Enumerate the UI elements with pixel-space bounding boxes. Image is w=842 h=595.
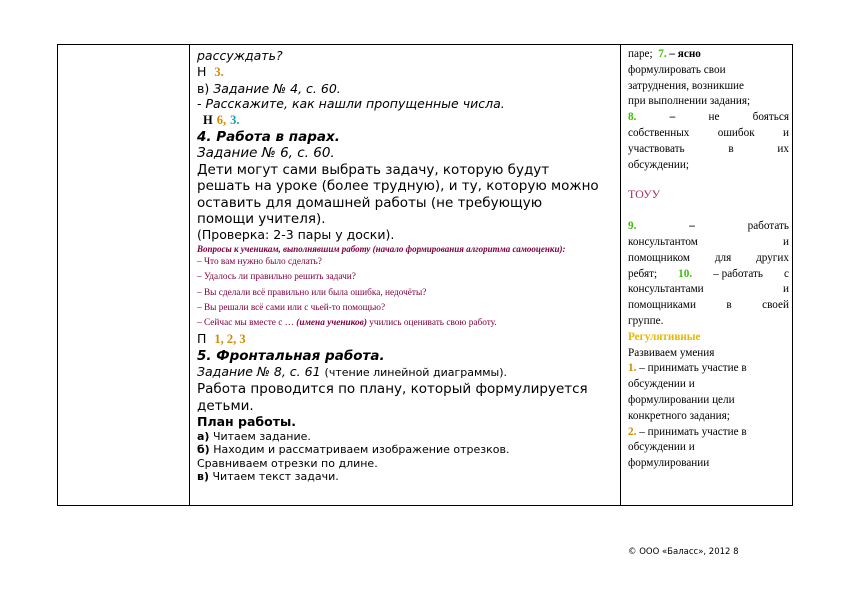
spacer [628, 173, 789, 187]
task-number: 3. [230, 113, 240, 128]
plan-item: Сравниваем отрезки по длине. [197, 456, 378, 470]
question-item: – Вы решали всё сами или с чьей-то помощью? [197, 302, 386, 313]
text-line: Работа проводится по плану, который формулируется [197, 381, 588, 398]
category-heading: Регулятивные [628, 330, 701, 343]
skills-column [622, 45, 793, 505]
text-line: Н 6, 3. [203, 113, 240, 128]
page-footer: © ООО «Баласс», 2012 8 [628, 547, 739, 557]
question-item: – Удалось ли правильно решить задачи? [197, 272, 356, 283]
column-divider [189, 45, 190, 505]
plan-item: в) Читаем текст задачи. [197, 470, 339, 484]
text-line: в) Задание № 4, с. 60. [197, 80, 341, 96]
task-number: 6, [216, 113, 227, 128]
text-line: формулировании [628, 457, 710, 470]
text-line: обсуждении и [628, 441, 695, 454]
spacer [628, 203, 789, 219]
task-number: 3. [214, 64, 224, 79]
text-line: помощником для других [628, 251, 789, 264]
text-line: 2. – принимать участие в [628, 425, 747, 438]
lesson-table [57, 44, 793, 506]
question-item: – Вы сделали всё правильно или была ошибка, недочёты? [197, 287, 427, 298]
text-line: решать на уроке (более трудную), и ту, которую можно [197, 178, 599, 195]
section-title: 4. Работа в парах. [197, 128, 340, 145]
text-line: помощи учителя). [197, 211, 326, 228]
text-line: обсуждении и [628, 378, 695, 391]
question-item: – Что вам нужно было сделать? [197, 257, 322, 268]
text-line: (Проверка: 2-3 пары у доски). [197, 227, 395, 243]
text-line: рассуждать? [197, 48, 283, 63]
text-line: паре; 7. – ясно [628, 48, 701, 60]
task-numbers: 1, 2, 3 [214, 332, 246, 347]
text-line: формулировать свои [628, 63, 726, 76]
plan-item: б) Находим и рассматриваем изображение отрезков. [197, 443, 510, 457]
text-line: ребят; 10. – работать с [628, 267, 789, 280]
column-divider [620, 45, 621, 505]
text-line: обсуждении; [628, 158, 690, 171]
text-line: 8. – не бояться [628, 111, 789, 124]
plan-item: а) Читаем задание. [197, 429, 311, 443]
text-line: группе. [628, 314, 664, 327]
plan-title: План работы. [197, 414, 297, 430]
text-line: консультантом и [628, 235, 789, 248]
text-line: 9. – работать [628, 220, 789, 233]
text-line: Дети могут сами выбрать задачу, которую будут [197, 161, 550, 178]
text-line: П 1, 2, 3 [197, 331, 246, 347]
text-line: - Расскажите, как нашли пропущенные числа. [197, 96, 505, 112]
text-line: оставить для домашней работы (не требующую [197, 194, 543, 211]
text-line: конкретного задания; [628, 409, 730, 422]
text-line: Развиваем умения [628, 346, 715, 359]
text-line: участвовать в их [628, 142, 789, 155]
text-line: детьми. [197, 397, 254, 414]
text-line: консультантами и [628, 283, 789, 296]
task-reference: Задание № 6, с. 60. [197, 145, 335, 162]
section-title: 5. Фронтальная работа. [197, 348, 385, 365]
text-line: Н 3. [197, 63, 224, 79]
lesson-content-column [191, 45, 620, 505]
text-line: при выполнении задания; [628, 95, 751, 108]
task-reference: Задание № 8, с. 61 (чтение линейной диаграммы). [197, 364, 508, 380]
text-line: собственных ошибок и [628, 126, 789, 139]
question-item: – Сейчас мы вместе с … (имена учеников) учились оценивать свою работу. [197, 318, 497, 329]
questions-heading: Вопросы к ученикам, выполнявшим работу (начало формирования алгоритма самооценки): [197, 244, 566, 255]
text-line: 1. – принимать участие в [628, 362, 747, 375]
text-line: формулировании цели [628, 393, 735, 406]
text-line: помощниками в своей [628, 299, 789, 312]
text-line: затруднения, возникшие [628, 79, 745, 92]
category-heading: ТОУУ [628, 187, 661, 202]
